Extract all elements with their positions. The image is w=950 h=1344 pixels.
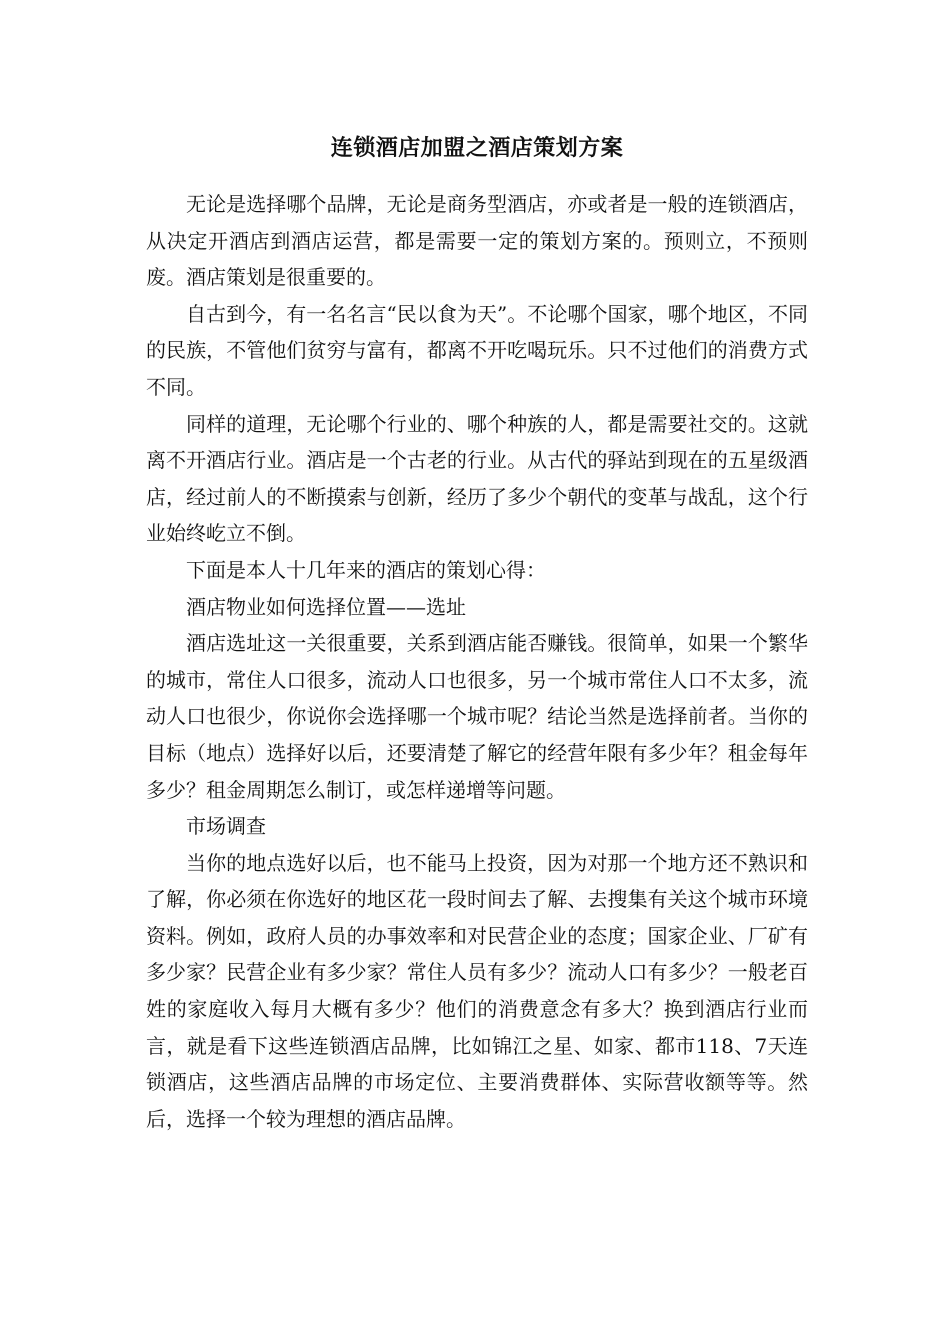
section-heading-market-research: 市场调查 (186, 814, 266, 839)
paragraph-market-research: 当你的地点选好以后，也不能马上投资，因为对那一个地方还不熟识和了解，你必须在你选好的地区花一段时间去了解、去搜集有关这个城市环境资料。例如，政府人员的办事效率和对民营企业的态度；国家企业、厂矿有多少家？民营企业有多少家？常住人员有多少？流动人口有多少？一般老百姓的家庭收入每月大概有多少？他们的消费意念有多大？换到酒店行业而言，就是看下这些连锁酒店品牌，比如锦江之星、如家、都市118、7天连锁酒店，这些酒店品牌的市场定位、主要消费群体、实际营收额等等。然后，选择一个较为理想的酒店品牌。 (146, 850, 808, 1131)
document-title: 连锁酒店加盟之酒店策划方案 (330, 136, 624, 161)
paragraph-site-selection: 酒店选址这一关很重要，关系到酒店能否赚钱。很简单，如果一个繁华的城市，常住人口很多，流动人口也很多，另一个城市常住人口不太多，流动人口也很少，你说你会选择哪一个城市呢？结论当然是选择前者。当你的目标（地点）选择好以后，还要清楚了解它的经营年限有多少年？租金每年多少？租金周期怎么制订，或怎样递增等问题。 (146, 631, 808, 802)
paragraph-intro: 无论是选择哪个品牌，无论是商务型酒店，亦或者是一般的连锁酒店，从决定开酒店到酒店运营，都是需要一定的策划方案的。预则立，不预则废。酒店策划是很重要的。 (146, 192, 808, 290)
document-body (146, 126, 808, 1137)
paragraph-experience-intro: 下面是本人十几年来的酒店的策划心得： (186, 557, 546, 582)
section-heading-site-selection: 酒店物业如何选择位置——选址 (186, 594, 466, 619)
paragraph-food-culture: 自古到今，有一名名言“民以食为天”。不论哪个国家，哪个地区，不同的民族，不管他们贫穷与富有，都离不开吃喝玩乐。只不过他们的消费方式不同。 (146, 301, 808, 399)
paragraph-social-industry: 同样的道理，无论哪个行业的、哪个种族的人，都是需要社交的。这就离不开酒店行业。酒店是一个古老的行业。从古代的驿站到现在的五星级酒店，经过前人的不断摸索与创新，经历了多少个朝代的变革与战乱，这个行业始终屹立不倒。 (146, 411, 808, 546)
